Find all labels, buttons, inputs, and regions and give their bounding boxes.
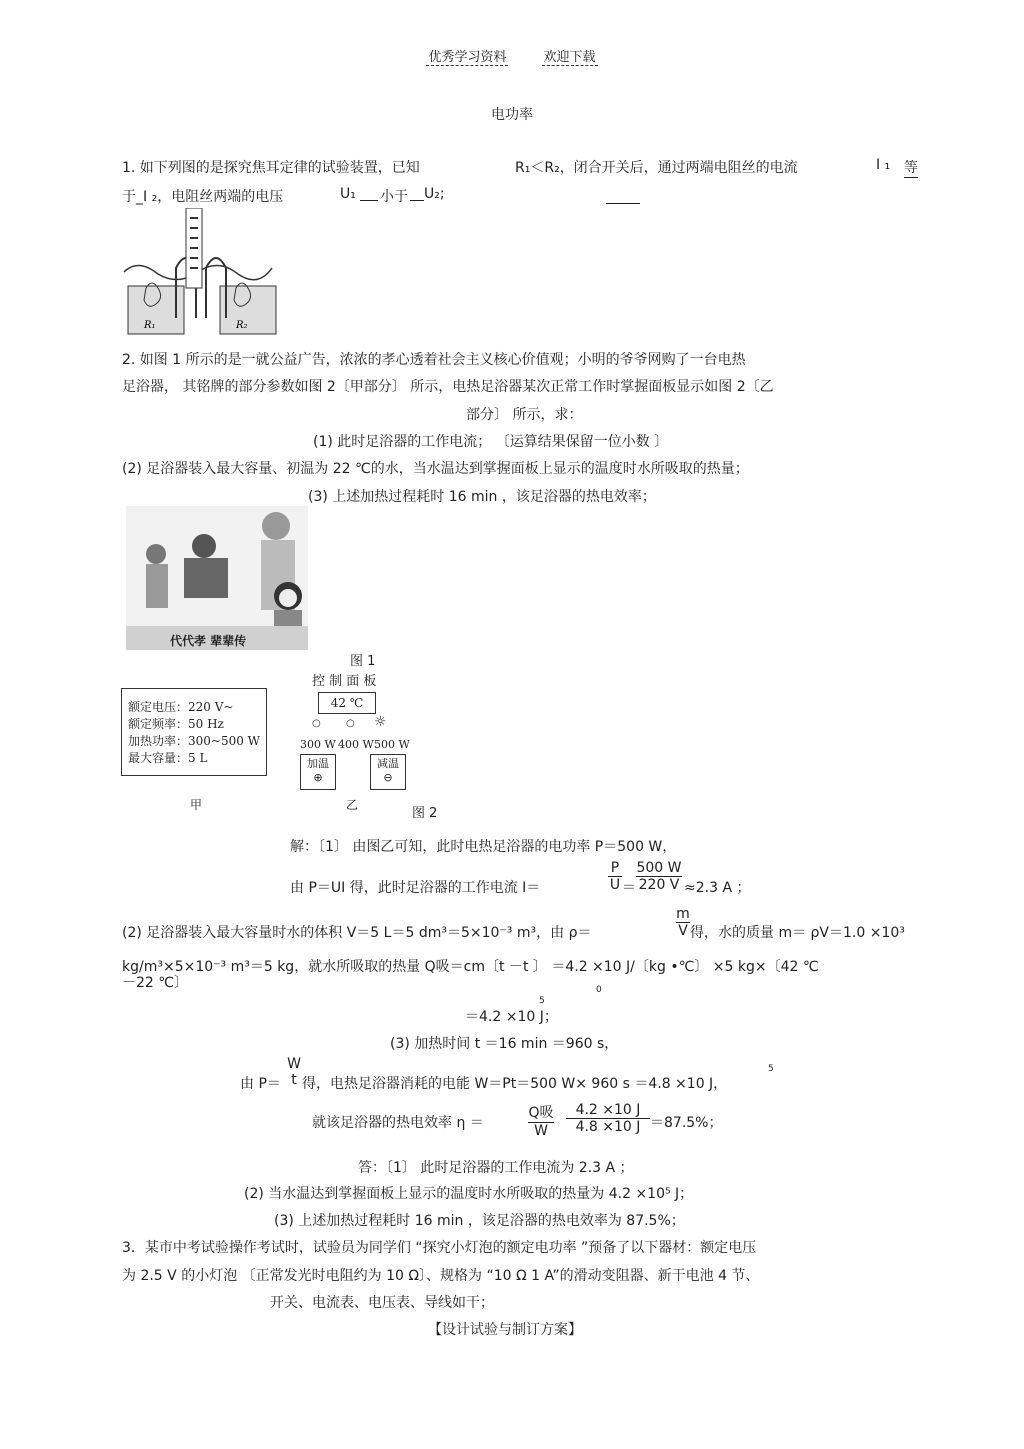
q1-line2c: 小于 xyxy=(380,189,408,205)
q2-sub1: (1) 此时足浴器的工作电流； 〔运算结果保留一位小数 〕 xyxy=(313,434,669,450)
power-500: 500 W xyxy=(374,738,410,751)
q1-line2b: U₁ xyxy=(340,186,356,202)
joule-apparatus-figure xyxy=(118,208,278,338)
sol-b4: ＝4.2 ×10 J； xyxy=(465,1009,558,1025)
frac2-num: 500 W xyxy=(636,860,682,876)
plate-line-3: 加热功率：300~500 W xyxy=(128,734,261,748)
minus-icon: ⊖ xyxy=(383,771,393,784)
q1-line1c: I ₁ xyxy=(876,157,891,173)
power-300: 300 W xyxy=(300,738,336,751)
b1-frac-den: V xyxy=(676,922,690,939)
answer-1: 答：〔1〕 此时足浴器的工作电流为 2.3 A ； xyxy=(358,1160,634,1176)
frac2-den: 220 V xyxy=(636,876,682,893)
heat-down-button[interactable] xyxy=(370,754,406,790)
panel-temp-display: 42 ℃ xyxy=(318,692,376,714)
sol-a1: 解：〔1〕 由图乙可知，此时电热足浴器的电功率 P＝500 W， xyxy=(290,839,677,855)
sol-c2-pre: 由 P＝ xyxy=(240,1076,281,1092)
frac1-den: U xyxy=(609,877,621,893)
plus-icon: ⊕ xyxy=(313,771,323,784)
sol-c3-pre: 就该足浴器的热电效率 η ＝ xyxy=(312,1115,484,1131)
page-title: 电功率 xyxy=(491,107,533,123)
fig-r1-label: R₁ xyxy=(144,320,156,331)
q1-line1a: 1. 如下列图的是探究焦耳定律的试验装置，已知 xyxy=(122,160,420,176)
sol-a2-frac1 xyxy=(608,860,622,893)
q2-line3: 部分〕 所示，求： xyxy=(466,407,583,423)
heat-down-label: 减温 xyxy=(377,757,399,770)
q3-line3: 开关、电流表、电压表、导线如干； xyxy=(270,1295,494,1311)
header-left: 优秀学习资料 xyxy=(428,50,507,65)
sol-c2-frac xyxy=(286,1056,302,1088)
plate-line-2: 额定频率：50 Hz xyxy=(128,717,224,731)
q2-sub3: (3) 上述加热过程耗时 16 min ，该足浴器的热电效率； xyxy=(308,489,656,505)
q1-line2a: 于_I ₂，电阻丝两端的电压 xyxy=(122,189,284,205)
q1-blank3 xyxy=(410,186,424,201)
fig1-label: 图 1 xyxy=(350,654,376,669)
sol-c2-post: 得，电热足浴器消耗的电能 W＝Pt＝500 W× 960 s ＝4.8 ×10 J， xyxy=(302,1076,728,1092)
sol-a2-frac2 xyxy=(636,860,682,893)
nameplate-box xyxy=(121,688,267,776)
power-indicator-3-lit-icon: ☼ xyxy=(374,714,387,730)
sol-c1: (3) 加热时间 t ＝16 min ＝960 s， xyxy=(390,1036,619,1052)
q1-line1b: R₁＜R₂，闭合开关后，通过两端电阻丝的电流 xyxy=(515,160,798,176)
plate-line-4: 最大容量：5 L xyxy=(128,751,208,765)
sol-b2-sub0: 0 xyxy=(596,985,602,995)
answer-3: (3) 上述加热过程耗时 16 min ，该足浴器的热电效率为 87.5%； xyxy=(274,1213,685,1229)
header-right: 欢迎下载 xyxy=(543,50,596,65)
q3-line4: 【设计试验与制订方案】 xyxy=(428,1322,582,1338)
label-yi: 乙 xyxy=(346,798,359,812)
c3-frac1-den: W xyxy=(528,1122,554,1139)
q1-blank2 xyxy=(360,186,378,201)
sol-a2-eq: ＝ xyxy=(622,880,636,896)
c3-frac1-num: Q吸 xyxy=(528,1105,554,1121)
poster-image xyxy=(126,506,308,650)
heat-up-button[interactable] xyxy=(300,754,336,790)
c2-frac-num: W xyxy=(287,1056,301,1072)
c2-frac-den: t xyxy=(291,1072,297,1088)
sol-a2-post: ≈2.3 A ； xyxy=(684,880,751,896)
sol-b1: (2) 足浴器装入最大容量时水的体积 V＝5 L＝5 dm³＝5×10⁻³ m³，由 ρ＝ xyxy=(122,925,592,941)
q2-sub2: (2) 足浴器装入最大容量、初温为 22 ℃的水，当水温达到掌握面板上显示的温度时水所吸取的热量； xyxy=(122,461,749,477)
b1-frac-num: m xyxy=(676,906,690,922)
sol-b4-exp: 5 xyxy=(539,996,545,1006)
poster-illustration xyxy=(126,506,308,650)
q1-line2d: U₂; xyxy=(424,186,445,202)
sol-b3: －22 ℃〕 xyxy=(122,975,188,991)
sol-b1-frac xyxy=(676,906,690,939)
plate-line-1: 额定电压：220 V~ xyxy=(128,700,234,714)
sol-a2-pre: 由 P＝UI 得，此时足浴器的工作电流 I＝ xyxy=(290,880,541,896)
sol-b1-post: 得，水的质量 m＝ ρV＝1.0 ×10³ xyxy=(690,925,905,941)
sol-c3-frac2 xyxy=(566,1102,650,1135)
answer-2: (2) 当水温达到掌握面板上显示的温度时水所吸取的热量为 4.2 ×10⁵ J； xyxy=(244,1186,694,1202)
q1-blank4 xyxy=(606,203,640,204)
label-jia: 甲 xyxy=(190,798,203,812)
q3-line2: 为 2.5 V 的小灯泡 〔正常发光时电阻约为 10 Ω〕、规格为 “10 Ω 1 A”的滑动变阻器、新干电池 4 节、 xyxy=(122,1268,760,1284)
frac1-num: P xyxy=(610,860,620,876)
power-400: 400 W xyxy=(338,738,374,751)
sol-c3-frac1 xyxy=(528,1102,554,1139)
sol-b2: kg/m³×5×10⁻³ m³＝5 kg，就水所吸取的热量 Q吸＝cm〔t －t 〕 ＝4.2 ×10 J/〔kg •℃〕 ×5 kg×〔42 ℃ xyxy=(122,959,819,975)
heat-up-label: 加温 xyxy=(307,757,329,770)
power-indicator-2-icon: ○ xyxy=(346,718,355,729)
panel-title: 控 制 面 板 xyxy=(312,674,377,689)
fig2-label: 图 2 xyxy=(412,806,438,821)
q2-line2: 足浴器， 其铭牌的部分参数如图 2〔甲部分〕 所示，电热足浴器某次正常工作时掌握面板显示如图 2〔乙 xyxy=(122,379,774,395)
c3-frac2-num: 4.2 ×10 J xyxy=(575,1102,641,1118)
c3-frac2-den: 4.8 ×10 J xyxy=(566,1118,650,1135)
fig-r2-label: R₂ xyxy=(236,320,248,331)
q3-line1: 3．某市中考试验操作考试时，试验员为同学们 “探究小灯泡的额定电功率 ”预备了以下器材：额定电压 xyxy=(122,1240,757,1256)
sol-c3-post: ＝87.5%； xyxy=(650,1115,723,1131)
power-indicator-1-icon: ○ xyxy=(312,718,321,729)
page-header xyxy=(0,46,1024,65)
q1-blank1: 等 xyxy=(904,157,918,178)
sol-c2-exp: 5 xyxy=(768,1064,774,1074)
q2-line1: 2. 如图 1 所示的是一就公益广告，浓浓的孝心透着社会主义核心价值观；小明的爷爷网购了一台电热 xyxy=(122,352,746,368)
poster-caption: 代代孝 辈辈传 xyxy=(170,634,247,648)
